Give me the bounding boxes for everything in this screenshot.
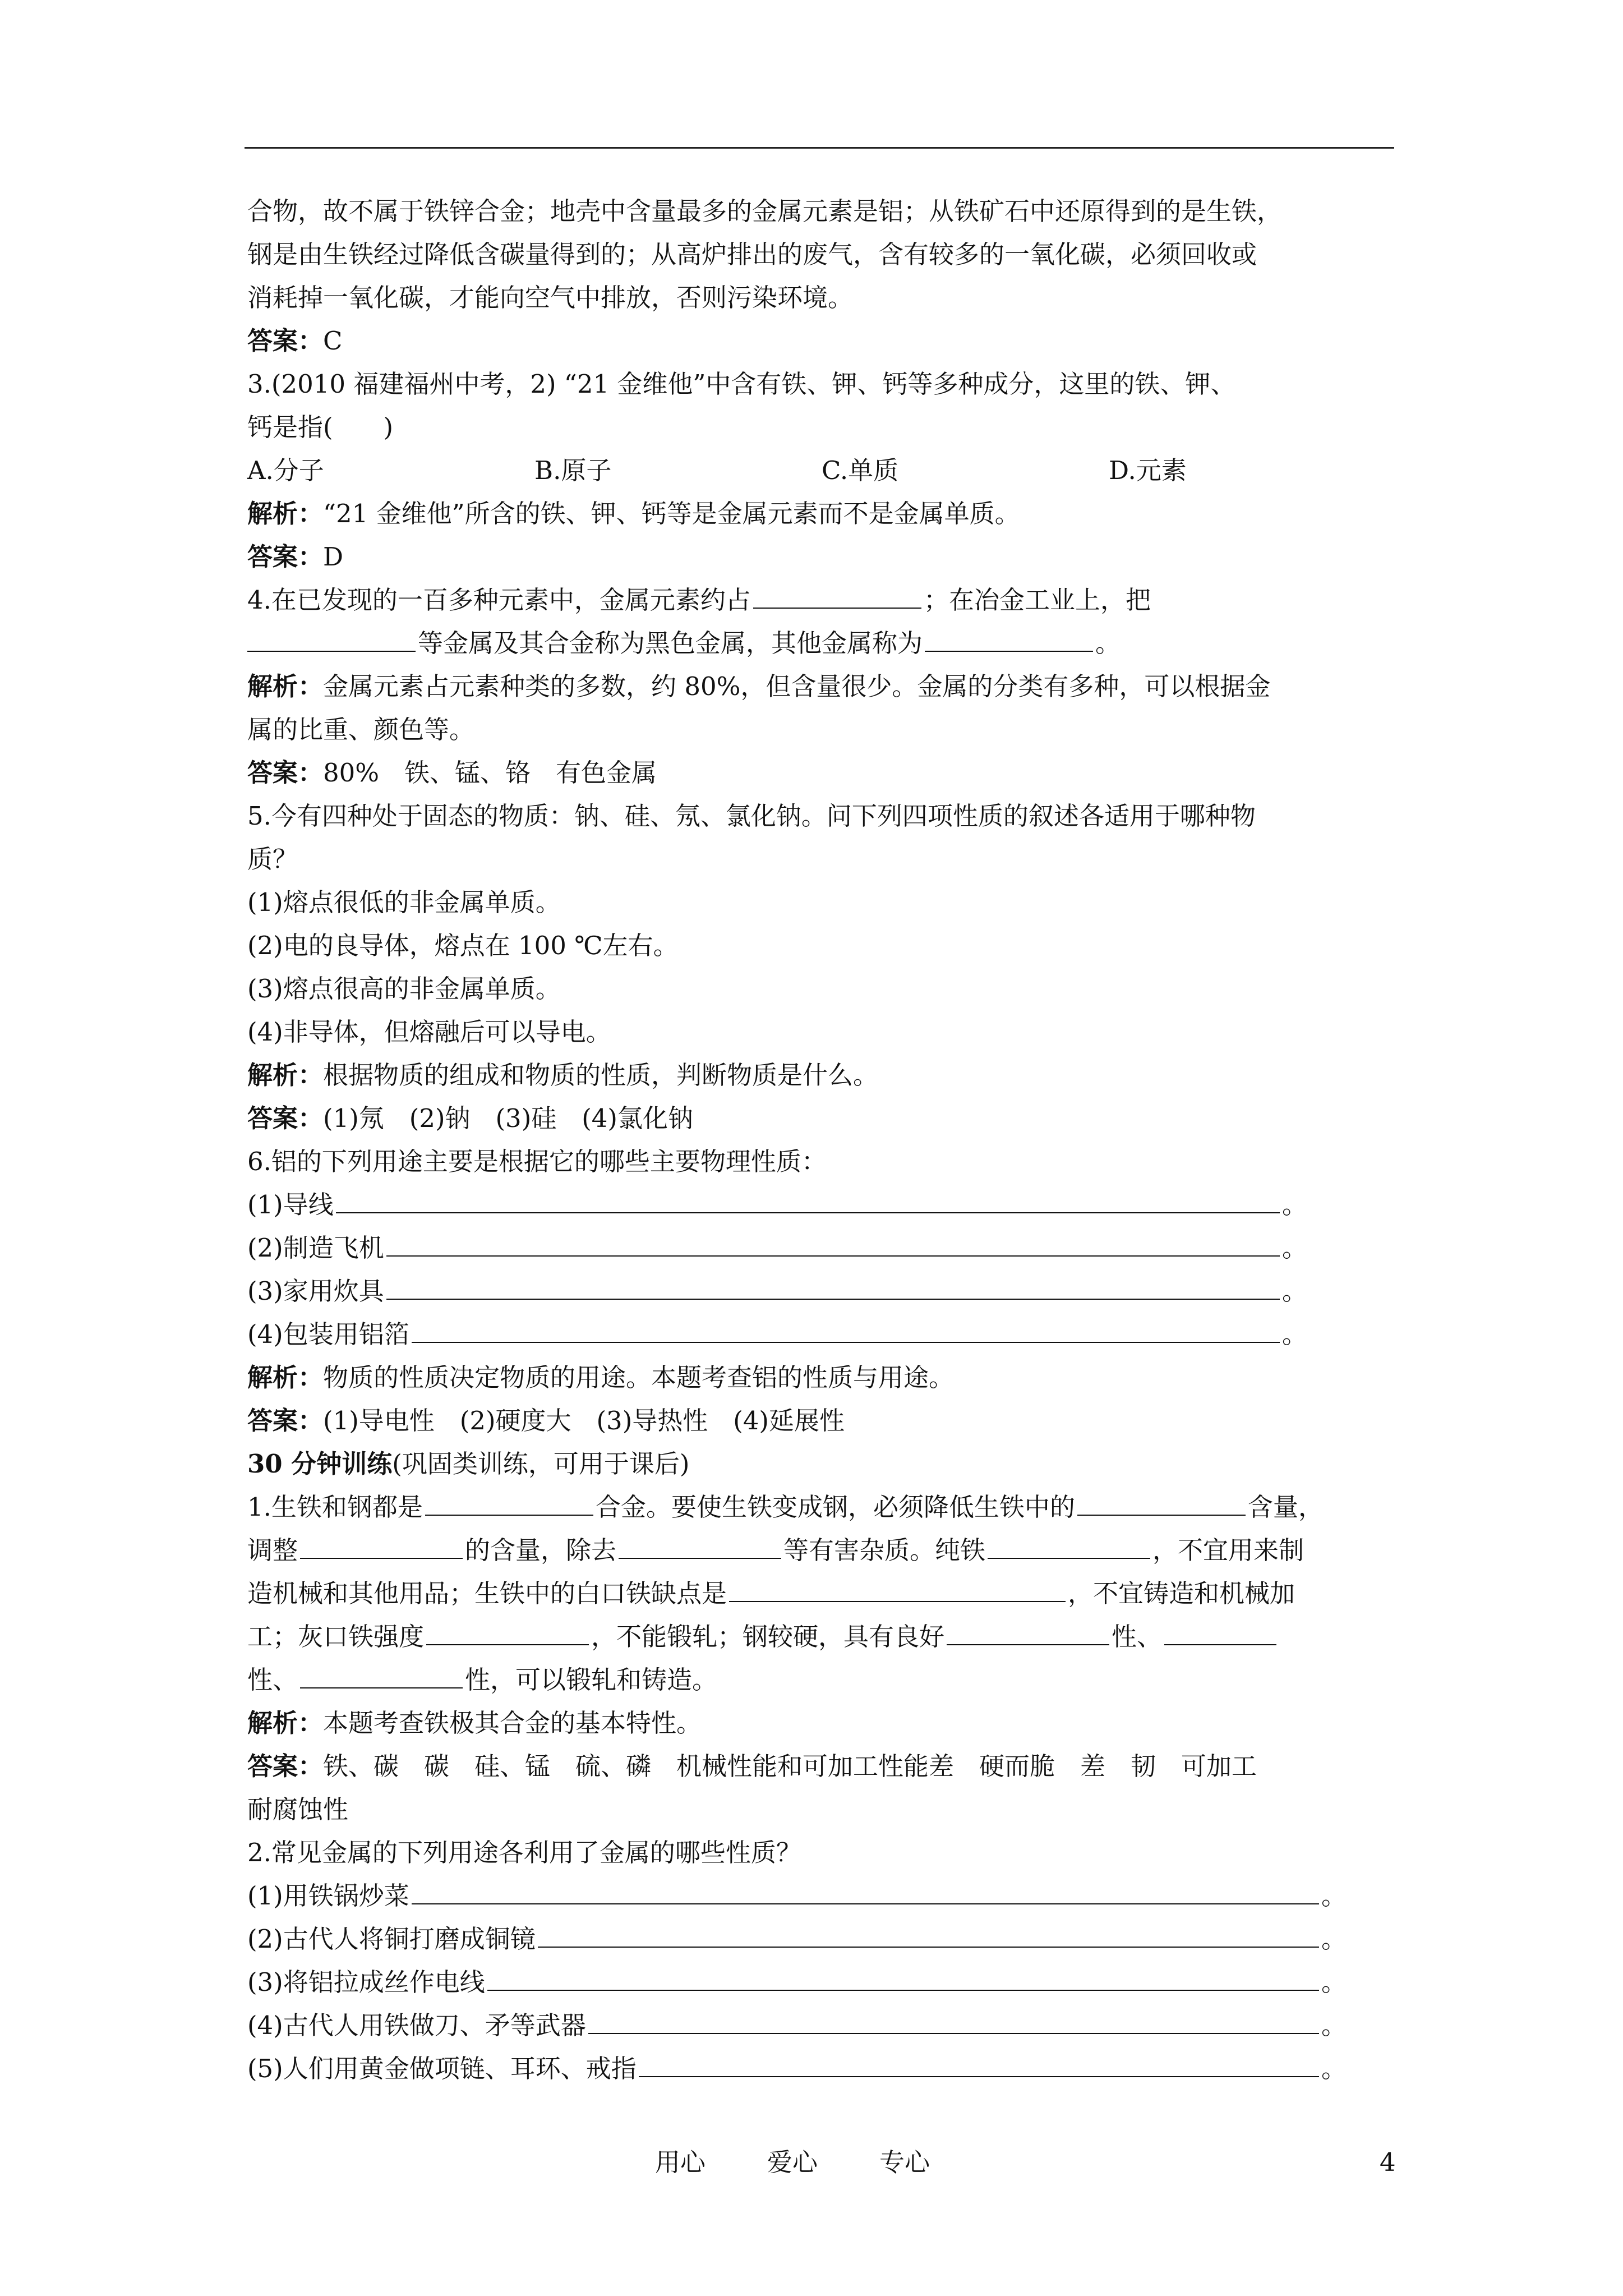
answer-text: (1)氖 (2)钠 (3)硅 (4)氯化钠 bbox=[323, 1103, 693, 1133]
answer-text: D bbox=[323, 542, 344, 572]
answer-label: 答案： bbox=[247, 542, 324, 572]
training-question-1-cont bbox=[247, 1572, 1397, 1615]
answer-label: 答案： bbox=[247, 1751, 324, 1781]
sub-item-label: (2)古代人将铜打磨成铜镜 bbox=[247, 1924, 536, 1954]
fill-blank[interactable] bbox=[1077, 1489, 1246, 1516]
fill-blank[interactable] bbox=[412, 1316, 1280, 1343]
explanation-cont: 属的比重、颜色等。 bbox=[247, 715, 475, 744]
explanation-line bbox=[247, 665, 1397, 708]
fill-blank[interactable] bbox=[336, 1186, 1280, 1213]
q-text: 1.生铁和钢都是 bbox=[247, 1492, 423, 1522]
page-number: 4 bbox=[1380, 2147, 1396, 2177]
sub-item: (4)非导体，但熔融后可以导电。 bbox=[247, 1017, 611, 1047]
answer-cont: 耐腐蚀性 bbox=[247, 1795, 349, 1824]
sub-item-label: (5)人们用黄金做项链、耳环、戒指 bbox=[247, 2054, 637, 2083]
sub-item-blank bbox=[247, 2004, 1347, 2047]
answer-line bbox=[247, 1399, 1397, 1442]
fill-blank[interactable] bbox=[729, 1575, 1066, 1602]
explanation-text: 本题考查铁极其合金的基本特性。 bbox=[323, 1708, 702, 1738]
answer-line bbox=[247, 319, 1397, 362]
period: 。 bbox=[1321, 2010, 1347, 2040]
sub-item-blank bbox=[247, 1874, 1347, 1917]
answer-line bbox=[247, 535, 1397, 578]
question-3-cont: 钙是指( ) bbox=[247, 412, 394, 442]
q-text: ；在冶金工业上，把 bbox=[923, 585, 1151, 615]
sub-item: (2)电的良导体，熔点在 100 ℃左右。 bbox=[247, 931, 679, 960]
q-text: 等有害杂质。纯铁 bbox=[783, 1535, 986, 1565]
section-note: (巩固类训练，可用于课后) bbox=[392, 1449, 690, 1479]
training-question-1-cont bbox=[247, 1658, 1397, 1701]
fill-blank[interactable] bbox=[300, 1532, 463, 1559]
training-question-1 bbox=[247, 1485, 1397, 1529]
text-line: 合物，故不属于铁锌合金；地壳中含量最多的金属元素是铝；从铁矿石中还原得到的是生铁， bbox=[247, 196, 1283, 226]
sub-item-blank bbox=[247, 1313, 1307, 1356]
sub-item-blank bbox=[247, 1917, 1347, 1961]
sub-item-label: (2)制造飞机 bbox=[247, 1233, 384, 1263]
options-row bbox=[247, 449, 1397, 492]
training-question-1-cont bbox=[247, 1529, 1397, 1572]
explanation-label: 解析： bbox=[247, 499, 324, 528]
answer-text: 80% 铁、锰、铬 有色金属 bbox=[323, 758, 657, 788]
period: 。 bbox=[1281, 1190, 1307, 1220]
q-text: 含量， bbox=[1247, 1492, 1324, 1522]
option-c: C.单质 bbox=[822, 455, 899, 485]
fill-blank[interactable] bbox=[588, 2007, 1319, 2034]
fill-blank[interactable] bbox=[487, 1964, 1319, 1991]
option-d: D.元素 bbox=[1109, 455, 1187, 485]
period: 。 bbox=[1321, 1967, 1347, 1997]
sub-item-blank bbox=[247, 1226, 1307, 1269]
explanation-label: 解析： bbox=[247, 1363, 324, 1392]
q-text: 等金属及其合金称为黑色金属，其他金属称为 bbox=[418, 628, 923, 658]
sub-item-blank bbox=[247, 2047, 1347, 2090]
sub-item-label: (4)包装用铝箔 bbox=[247, 1319, 409, 1349]
text-line: 消耗掉一氧化碳，才能向空气中排放，否则污染环境。 bbox=[247, 283, 854, 312]
q-text: 调整 bbox=[247, 1535, 298, 1565]
header-rule bbox=[245, 147, 1394, 149]
q-text: ，不宜铸造和机械加 bbox=[1068, 1579, 1295, 1608]
answer-line bbox=[247, 1097, 1397, 1140]
fill-blank[interactable] bbox=[988, 1532, 1150, 1559]
period: 。 bbox=[1321, 2054, 1347, 2083]
q-text: 4.在已发现的一百多种元素中，金属元素约占 bbox=[247, 585, 751, 615]
sub-item-blank bbox=[247, 1961, 1347, 2004]
q-text: 的含量，除去 bbox=[465, 1535, 617, 1565]
sub-item-blank bbox=[247, 1183, 1307, 1226]
training-question-2: 2.常见金属的下列用途各利用了金属的哪些性质？ bbox=[247, 1838, 801, 1867]
training-question-1-cont bbox=[247, 1615, 1397, 1658]
period: 。 bbox=[1321, 1881, 1347, 1911]
q-text: 合金。要使生铁变成钢，必须降低生铁中的 bbox=[595, 1492, 1075, 1522]
question-5-cont: 质？ bbox=[247, 844, 298, 874]
fill-blank[interactable] bbox=[619, 1532, 781, 1559]
q-text: ，不宜用来制 bbox=[1152, 1535, 1304, 1565]
sub-item-label: (4)古代人用铁做刀、矛等武器 bbox=[247, 2010, 586, 2040]
footer-motto bbox=[655, 2146, 992, 2179]
section-heading bbox=[247, 1442, 1397, 1485]
footer-word: 爱心 bbox=[767, 2147, 818, 2177]
q-text: 性，可以锻轧和铸造。 bbox=[465, 1665, 718, 1695]
footer-word: 专心 bbox=[879, 2147, 930, 2177]
explanation-text: “21 金维他”所含的铁、钾、钙等是金属元素而不是金属单质。 bbox=[323, 499, 1020, 528]
question-6: 6.铝的下列用途主要是根据它的哪些主要物理性质： bbox=[247, 1147, 827, 1176]
sub-item-label: (3)家用炊具 bbox=[247, 1276, 384, 1306]
fill-blank[interactable] bbox=[425, 1489, 593, 1516]
explanation-label: 解析： bbox=[247, 671, 324, 701]
fill-blank[interactable] bbox=[538, 1921, 1319, 1948]
explanation-text: 根据物质的组成和物质的性质，判断物质是什么。 bbox=[323, 1060, 879, 1090]
question-4 bbox=[247, 578, 1397, 622]
fill-blank[interactable] bbox=[426, 1618, 589, 1645]
period: 。 bbox=[1281, 1276, 1307, 1306]
fill-blank[interactable] bbox=[300, 1662, 463, 1688]
question-5: 5.今有四种处于固态的物质：钠、硅、氖、氯化钠。问下列四项性质的叙述各适用于哪种物 bbox=[247, 801, 1256, 831]
sub-item-label: (1)用铁锅炒菜 bbox=[247, 1881, 409, 1911]
question-4-cont bbox=[247, 622, 1397, 665]
fill-blank[interactable] bbox=[925, 625, 1093, 652]
sub-item: (1)熔点很低的非金属单质。 bbox=[247, 887, 561, 917]
q-text: 。 bbox=[1095, 628, 1121, 658]
fill-blank[interactable] bbox=[639, 2050, 1319, 2077]
answer-line bbox=[247, 1745, 1397, 1788]
q-text: 造机械和其他用品；生铁中的白口铁缺点是 bbox=[247, 1579, 727, 1608]
explanation-label: 解析： bbox=[247, 1060, 324, 1090]
fill-blank[interactable] bbox=[386, 1230, 1280, 1257]
period: 。 bbox=[1281, 1319, 1307, 1349]
page-body bbox=[247, 190, 1397, 2090]
fill-blank[interactable] bbox=[1164, 1618, 1276, 1645]
section-title: 30 分钟训练 bbox=[247, 1449, 393, 1479]
period: 。 bbox=[1321, 1924, 1347, 1954]
period: 。 bbox=[1281, 1233, 1307, 1263]
footer-word: 用心 bbox=[655, 2147, 706, 2177]
answer-label: 答案： bbox=[247, 1406, 324, 1435]
q-text: ，不能锻轧；钢较硬，具有良好 bbox=[591, 1622, 945, 1651]
answer-label: 答案： bbox=[247, 326, 324, 356]
option-b: B.原子 bbox=[534, 455, 612, 485]
fill-blank[interactable] bbox=[247, 625, 416, 652]
explanation-line bbox=[247, 1701, 1397, 1745]
fill-blank[interactable] bbox=[753, 582, 921, 609]
fill-blank[interactable] bbox=[947, 1618, 1109, 1645]
sub-item-label: (1)导线 bbox=[247, 1190, 334, 1220]
answer-text: 铁、碳 碳 硅、锰 硫、磷 机械性能和可加工性能差 硬而脆 差 韧 可加工 bbox=[323, 1751, 1257, 1781]
question-3: 3.(2010 福建福州中考，2) “21 金维他”中含有铁、钾、钙等多种成分，这里的铁、钾、 bbox=[247, 369, 1236, 399]
explanation-text: 物质的性质决定物质的用途。本题考查铝的性质与用途。 bbox=[323, 1363, 955, 1392]
explanation-line bbox=[247, 1053, 1397, 1097]
sub-item-blank bbox=[247, 1269, 1307, 1313]
q-text: 工；灰口铁强度 bbox=[247, 1622, 425, 1651]
explanation-line bbox=[247, 492, 1397, 535]
explanation-text: 金属元素占元素种类的多数，约 80%，但含量很少。金属的分类有多种，可以根据金 bbox=[323, 671, 1271, 701]
answer-line bbox=[247, 751, 1397, 794]
q-text: 性、 bbox=[247, 1665, 298, 1695]
q-text: 性、 bbox=[1112, 1622, 1163, 1651]
explanation-line bbox=[247, 1356, 1397, 1399]
sub-item: (3)熔点很高的非金属单质。 bbox=[247, 974, 561, 1004]
text-line: 钢是由生铁经过降低含碳量得到的；从高炉排出的废气，含有较多的一氧化碳，必须回收或 bbox=[247, 240, 1257, 269]
answer-label: 答案： bbox=[247, 758, 324, 788]
option-a: A.分子 bbox=[247, 455, 324, 485]
fill-blank[interactable] bbox=[412, 1878, 1319, 1904]
explanation-label: 解析： bbox=[247, 1708, 324, 1738]
fill-blank[interactable] bbox=[386, 1273, 1280, 1300]
answer-label: 答案： bbox=[247, 1103, 324, 1133]
answer-text: C bbox=[323, 326, 343, 356]
sub-item-label: (3)将铝拉成丝作电线 bbox=[247, 1967, 485, 1997]
answer-text: (1)导电性 (2)硬度大 (3)导热性 (4)延展性 bbox=[323, 1406, 845, 1435]
